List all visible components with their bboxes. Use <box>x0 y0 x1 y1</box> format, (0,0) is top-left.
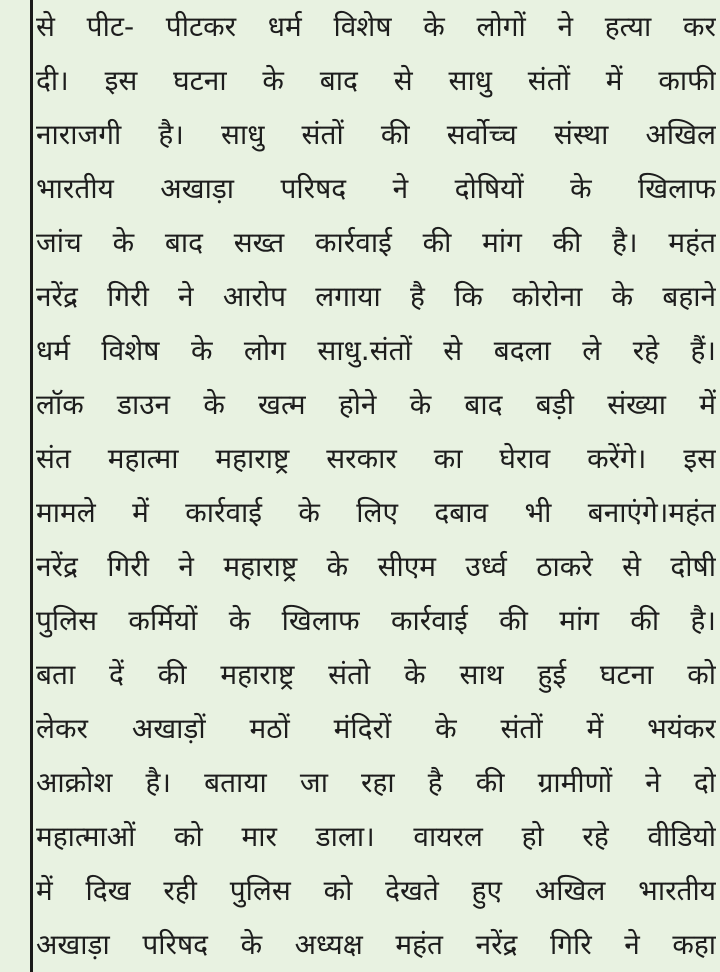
article-line-2: दी। इस घटना के बाद से साधु संतों में काफी <box>36 64 716 97</box>
article-line-13: बता दें की महाराष्ट्र संतो के साथ हुई घटना को <box>36 658 716 691</box>
article-line-15: आक्रोश है। बताया जा रहा है की ग्रामीणों ने दो <box>36 766 716 799</box>
column-divider <box>30 0 33 972</box>
article-line-17: में दिख रही पुलिस को देखते हुए अखिल भारतीय <box>36 874 716 907</box>
article-line-16: महात्माओं को मार डाला। वायरल हो रहे वीडियो <box>36 820 716 853</box>
article-line-5: जांच के बाद सख्त कार्रवाई की मांग की है। महंत <box>36 226 716 259</box>
article-line-3: नाराजगी है। साधु संतों की सर्वोच्च संस्था अखिल <box>36 118 716 151</box>
article-line-8: लॉक डाउन के खत्म होने के बाद बड़ी संख्या में <box>36 388 716 421</box>
article-line-4: भारतीय अखाड़ा परिषद ने दोषियों के खिलाफ <box>36 172 716 205</box>
article-line-6: नरेंद्र गिरी ने आरोप लगाया है कि कोरोना के बहाने <box>36 280 716 313</box>
article-line-11: नरेंद्र गिरी ने महाराष्ट्र के सीएम उर्ध्व ठाकरे से दोषी <box>36 550 716 583</box>
article-line-7: धर्म विशेष के लोग साधु.संतों से बदला ले रहे हैं। <box>36 334 716 367</box>
article-line-10: मामले में कार्रवाई के लिए दबाव भी बनाएंगे।महंत <box>36 496 716 529</box>
article-body <box>36 0 716 972</box>
article-line-1: से पीट- पीटकर धर्म विशेष के लोगों ने हत्या कर <box>36 10 716 43</box>
article-line-9: संत महात्मा महाराष्ट्र सरकार का घेराव करेंगे। इस <box>36 442 716 475</box>
article-line-12: पुलिस कर्मियों के खिलाफ कार्रवाई की मांग की है। <box>36 604 716 637</box>
article-line-18: अखाड़ा परिषद के अध्यक्ष महंत नरेंद्र गिरि ने कहा <box>36 928 716 961</box>
article-line-14: लेकर अखाड़ों मठों मंदिरों के संतों में भयंकर <box>36 712 716 745</box>
